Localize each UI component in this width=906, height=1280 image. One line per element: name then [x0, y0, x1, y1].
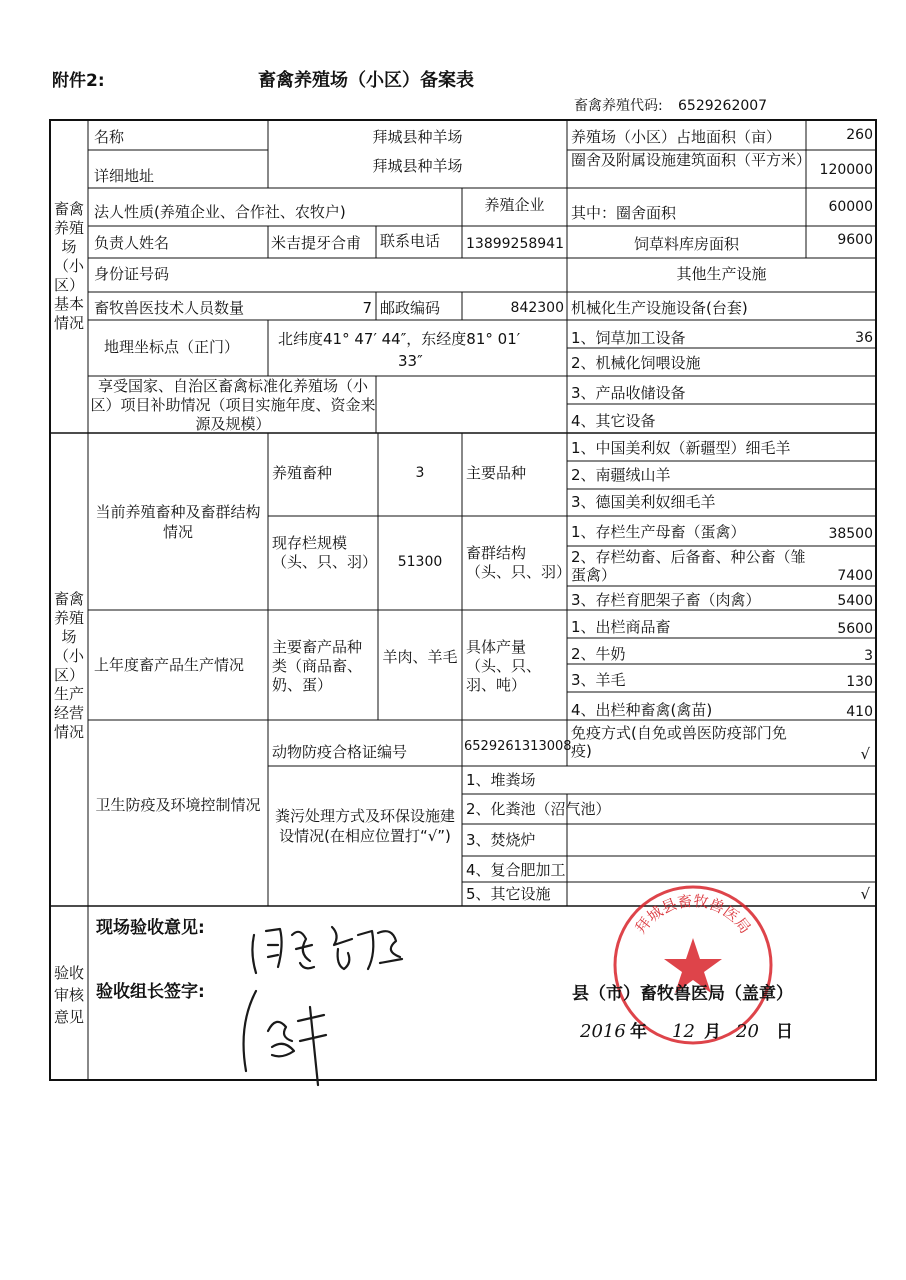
section-production-title-part: 情况 [53, 723, 84, 741]
stock-scale-label: 现存栏规模（头、只、羽） [272, 534, 378, 571]
subsidy-label: 享受国家、自治区畜禽标准化养殖场（小区）项目补助情况（项目实施年度、资金来源及规模） [90, 377, 376, 433]
other-facilities-label: 其他生产设施 [676, 265, 767, 283]
person-value: 米吉提牙合甫 [271, 234, 362, 252]
leader-signature-label: 验收组长签字: [96, 982, 205, 1002]
output-item: 1、出栏商品畜 [571, 618, 671, 636]
structure-item: 1、存栏生产母畜（蛋禽） [571, 523, 746, 541]
output-item-value: 410 [846, 704, 873, 720]
feed-storage-value: 9600 [837, 232, 873, 248]
geo-label: 地理坐标点（正门） [104, 338, 240, 356]
output-item-value: 5600 [837, 621, 873, 637]
code-value: 6529262007 [678, 98, 768, 114]
structure-item: 2、存栏幼畜、后备畜、种公畜（雏蛋禽） [571, 548, 806, 584]
hygiene-label: 卫生防疫及环境控制情况 [95, 796, 261, 814]
date-year-unit: 年 [630, 1022, 647, 1042]
mech-item: 1、饲草加工设备 [571, 329, 686, 347]
manure-item: 1、堆粪场 [466, 771, 536, 789]
main-breed-label: 主要品种 [466, 464, 527, 482]
section-review-title [50, 962, 88, 1028]
output-label: 具体产量（头、只、羽、吨） [466, 638, 542, 694]
output-item: 3、羊毛 [571, 671, 626, 689]
section-production-title-part: 养殖 [53, 609, 84, 627]
building-area-value: 120000 [819, 162, 873, 178]
land-area-label: 养殖场（小区）占地面积（亩） [571, 128, 782, 146]
output-item: 2、牛奶 [571, 645, 626, 663]
section-basic-title-part: 情况 [53, 314, 84, 332]
feed-storage-label: 饲草料库房面积 [633, 235, 739, 253]
species-label: 养殖畜种 [272, 464, 333, 482]
postcode-label: 邮政编码 [380, 299, 441, 317]
section-production-title-part: 经营 [53, 704, 84, 722]
output-item: 4、出栏种畜禽(禽苗) [571, 701, 713, 719]
leader-signature [232, 985, 342, 1095]
structure-item: 3、存栏育肥架子畜（肉禽） [571, 591, 761, 609]
lastyear-production-label: 上年度畜产品生产情况 [94, 656, 245, 674]
immune-label: 免疫方式(自免或兽医防疫部门免疫) [571, 724, 787, 760]
herd-structure-label: 畜群结构（头、只、羽） [466, 544, 572, 581]
vet-staff-value: 7 [362, 299, 372, 317]
immune-value: √ [860, 745, 870, 763]
postcode-value: 842300 [510, 300, 564, 316]
legal-nature-label: 法人性质(养殖企业、合作社、农牧户) [94, 203, 346, 221]
product-type-value: 羊肉、羊毛 [382, 648, 458, 666]
structure-item-value: 7400 [837, 568, 873, 584]
structure-item-value: 5400 [837, 593, 873, 609]
code-label: 畜禽养殖代码: [574, 98, 663, 114]
breed-item: 1、中国美利奴（新疆型）细毛羊 [571, 439, 791, 457]
pen-area-label: 其中：圈舍面积 [571, 204, 677, 222]
address-label: 详细地址 [94, 167, 155, 185]
person-label: 负责人姓名 [94, 234, 170, 252]
output-item-value: 130 [846, 674, 873, 690]
product-type-label: 主要畜产品种类（商品畜、奶、蛋） [272, 638, 363, 694]
mech-item: 3、产品收储设备 [571, 384, 686, 402]
geo-value-cont: 33″ [398, 352, 423, 370]
phone-label: 联系电话 [380, 232, 441, 250]
manure-item-value: √ [860, 885, 870, 903]
legal-nature-value: 养殖企业 [484, 196, 545, 214]
section-review-title-part: 审核 [53, 986, 84, 1004]
section-production-title-part: 区） [53, 666, 84, 684]
building-area-label: 圈舍及附属设施建筑面积（平方米） [571, 151, 812, 169]
handwritten-opinion [240, 905, 420, 985]
manure-item: 2、化粪池（沼气池） [466, 800, 611, 818]
current-breeding-label: 当前养殖畜种及畜群结构情况 [95, 503, 261, 541]
section-basic-title-part: 区） [53, 276, 84, 294]
quarantine-cert-label: 动物防疫合格证编号 [272, 743, 408, 761]
vet-staff-label: 畜牧兽医技术人员数量 [94, 299, 245, 317]
section-basic-title-part: 基本 [53, 295, 84, 313]
id-label: 身份证号码 [94, 265, 170, 283]
section-basic-title-part: （小 [53, 257, 84, 275]
attachment-label: 附件2: [52, 71, 105, 91]
section-basic-title-part: 场 [61, 238, 77, 256]
section-basic-title-part: 畜禽 [53, 200, 84, 218]
section-production-title-part: 场 [61, 628, 77, 646]
quarantine-cert-value: 6529261313008 [464, 739, 572, 754]
structure-item-value: 38500 [828, 526, 873, 542]
section-production-title [50, 590, 88, 742]
manure-item: 5、其它设施 [466, 885, 551, 903]
seal-text: 拜城县畜牧兽医局 [631, 891, 755, 937]
phone-value: 13899258941 [466, 236, 564, 252]
mechanized-label: 机械化生产设施设备(台套) [571, 299, 748, 317]
onsite-opinion-label: 现场验收意见: [96, 918, 205, 938]
stock-scale-value: 51300 [397, 554, 443, 570]
section-review-title-part: 验收 [53, 964, 84, 982]
mech-item: 4、其它设备 [571, 412, 656, 430]
section-production-title-part: （小 [53, 647, 84, 665]
bureau-seal-label: 县（市）畜牧兽医局（盖章） [572, 984, 793, 1004]
pen-area-value: 60000 [828, 199, 873, 215]
manure-item: 4、复合肥加工 [466, 861, 566, 879]
section-production-title-part: 生产 [53, 685, 84, 703]
mech-item: 2、机械化饲喂设施 [571, 354, 701, 372]
date-year: 2016 [580, 1021, 626, 1042]
address-value: 拜城县种羊场 [372, 157, 463, 175]
date-day-unit: 日 [776, 1022, 793, 1042]
section-basic-title [50, 200, 88, 333]
breed-item: 2、南疆绒山羊 [571, 466, 671, 484]
breed-item: 3、德国美利奴细毛羊 [571, 493, 716, 511]
output-item-value: 3 [864, 648, 873, 664]
section-review-title-part: 意见 [53, 1008, 84, 1026]
date-day: 20 [736, 1021, 759, 1042]
mech-item-value: 36 [855, 330, 873, 346]
date-month: 12 [672, 1021, 695, 1042]
manure-item: 3、焚烧炉 [466, 831, 536, 849]
date-month-unit: 月 [704, 1022, 721, 1042]
section-basic-title-part: 养殖 [53, 219, 84, 237]
geo-value: 北纬度41° 47′ 44″，东经度81° 01′ [278, 330, 521, 348]
species-value: 3 [415, 465, 425, 481]
page-title: 畜禽养殖场（小区）备案表 [258, 70, 474, 91]
name-value: 拜城县种羊场 [372, 128, 463, 146]
section-production-title-part: 畜禽 [53, 590, 84, 608]
name-label: 名称 [94, 128, 125, 146]
land-area-value: 260 [846, 127, 873, 143]
manure-label: 粪污处理方式及环保设施建设情况(在相应位置打“√”) [274, 807, 455, 845]
